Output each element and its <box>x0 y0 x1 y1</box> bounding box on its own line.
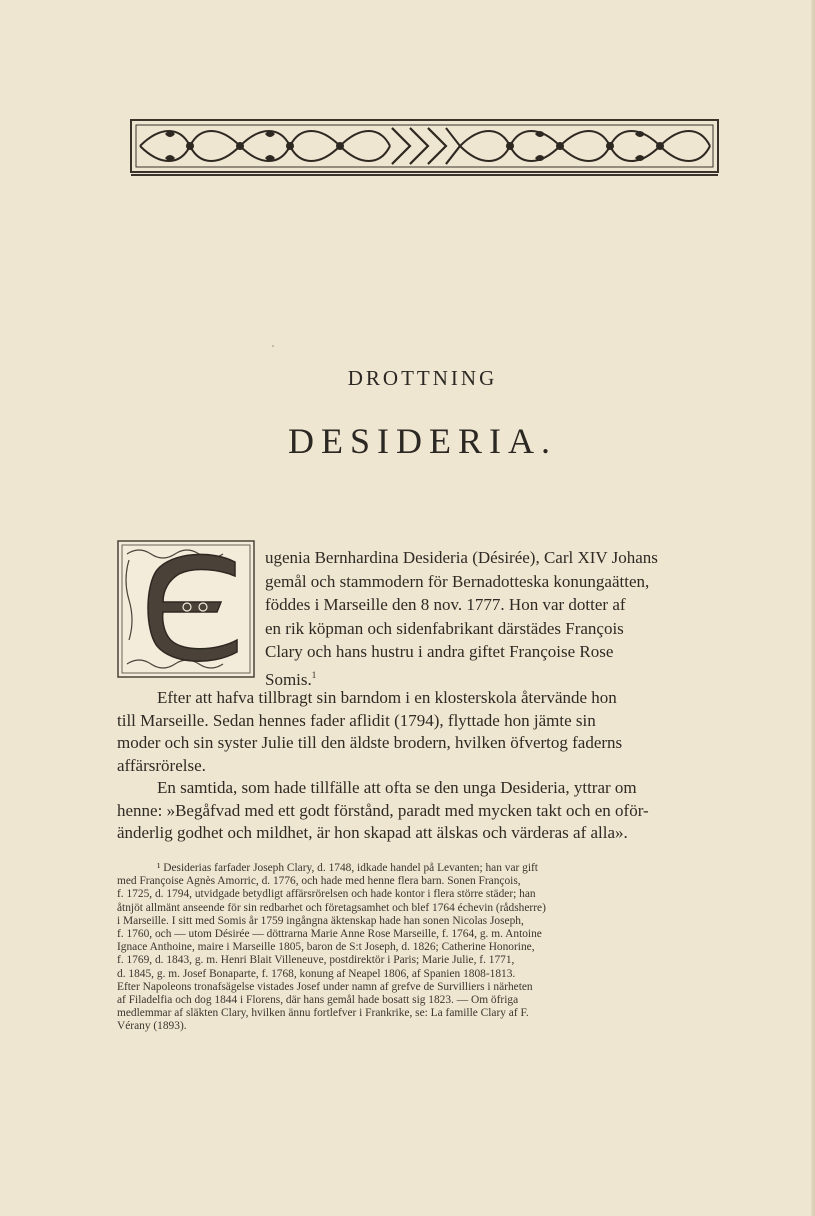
initial-letter-icon <box>117 540 255 678</box>
title-line-1: DROTTNING <box>347 366 498 390</box>
page-edge <box>811 0 815 1216</box>
footnote-line: d. 1845, g. m. Josef Bonaparte, f. 1768, konung af Neapel 1806, af Spanien 1808-1813. <box>117 967 516 980</box>
text-line: Clary och hans hustru i andra giftet Françoise Rose <box>265 642 614 661</box>
text-fragment: Somis. <box>265 669 312 689</box>
text-line: henne: »Begåfvad med ett godt förstånd, paradt med mycken takt och en oför- <box>117 800 649 820</box>
title-line-2: DESIDERIA. <box>288 421 557 461</box>
text-line: En samtida, som hade tillfälle att ofta se den unga Desideria, yttrar om <box>157 778 637 797</box>
text-line: gemål och stammodern för Bernadotteska konungaätten, <box>265 571 650 591</box>
footnote-line: Ignace Anthoine, maire i Marseille 1805, baron de S:t Joseph, d. 1826; Catherine Honorine, <box>117 941 535 954</box>
text-line: en rik köpman och sidenfabrikant därstädes François <box>265 618 624 638</box>
text-line: änderlig godhet och mildhet, är hon skapad att älskas och värderas af alla». <box>117 823 628 842</box>
footnote-line: i Marseille. I sitt med Somis år 1759 ingångna äktenskap hade han sonen Nicolas Joseph, <box>117 914 524 927</box>
decorative-band-icon <box>130 118 720 178</box>
decorated-initial <box>117 540 255 678</box>
speck <box>272 345 274 347</box>
footnote-line: med Françoise Agnès Amorric, d. 1776, och hade med henne flera barn. Sonen François, <box>117 875 521 888</box>
text-line: föddes i Marseille den 8 nov. 1777. Hon var dotter af <box>265 595 626 614</box>
header-ornament <box>130 118 720 178</box>
body-paragraphs <box>117 687 722 845</box>
footnote-line: medlemmar af släkten Clary, hvilken ännu fortlefver i Frankrike, se: La famille Clary af F. <box>117 1007 529 1020</box>
footnote-line: f. 1769, d. 1843, g. m. Henri Blait Villeneuve, postdirektör i Paris; Marie Julie, f. 1771, <box>117 954 515 967</box>
footnote <box>117 862 722 1034</box>
footnote-line: åtnjöt allmänt anseende för sin redbarhet och företagsamhet och blef 1764 échevin (rådsherre) <box>117 901 546 914</box>
footnote-line: Vérany (1893). <box>117 1020 187 1033</box>
text-line: till Marseille. Sedan hennes fader aflidit (1794), flyttade hon jämte sin <box>117 710 596 730</box>
text-line: Efter att hafva tillbragt sin barndom i en klosterskola återvände hon <box>157 688 617 707</box>
footnote-line: Efter Napoleons tronafsägelse vistades Josef under namn af grefve de Survilliers i närheten <box>117 980 533 993</box>
opening-paragraph <box>265 546 722 691</box>
text-line: affärsrörelse. <box>117 755 206 775</box>
footnote-line: f. 1760, och — utom Désirée — döttrarna Marie Anne Rose Marseille, f. 1764, g. m. Antoine <box>117 928 542 941</box>
text-line: ugenia Bernhardina Desideria (Désirée), Carl XIV Johans <box>265 548 658 567</box>
footnote-line: ¹ Desiderias farfader Joseph Clary, d. 1748, idkade handel på Levanten; han var gift <box>157 862 538 874</box>
text-line: moder och sin syster Julie till den äldste brodern, hvilken öfvertog faderns <box>117 733 623 752</box>
footnote-line: af Filadelfia och dog 1844 i Florens, där hans gemål hade bosatt sig 1823. — Om öfriga <box>117 994 519 1007</box>
footnote-line: f. 1725, d. 1794, utvidgade betydligt affärsrörelsen och hade kontor i flera större städer; han <box>117 888 536 901</box>
footnote-mark: 1 <box>311 669 317 680</box>
